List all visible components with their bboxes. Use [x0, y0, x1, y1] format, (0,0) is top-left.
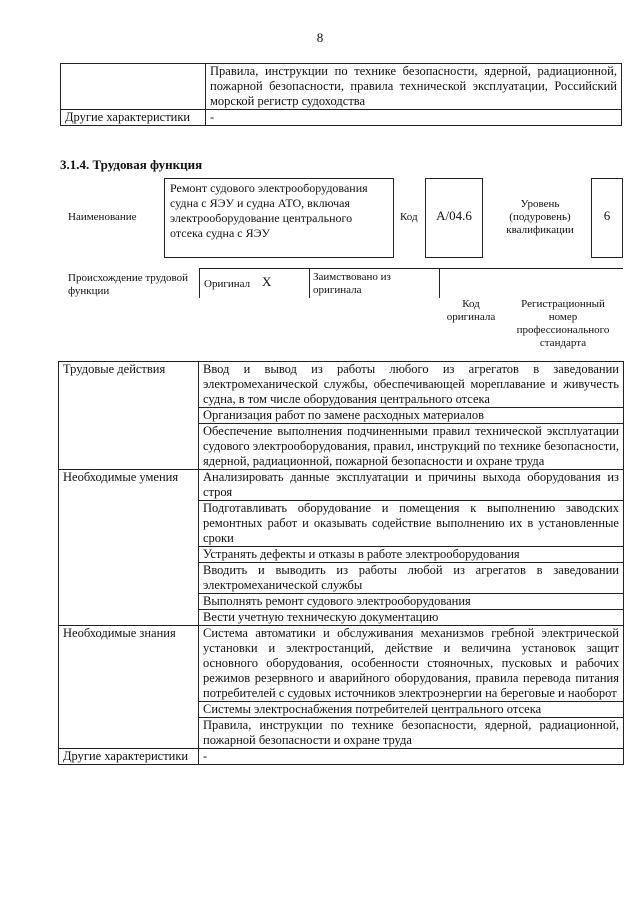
qualification-level-value: 6	[591, 178, 623, 258]
table-row	[59, 626, 624, 702]
table-row	[59, 470, 624, 501]
original-label: Оригинал	[204, 278, 251, 290]
original-mark: X	[262, 274, 272, 289]
previous-function-table-tail	[60, 63, 622, 126]
knowledge-item: Система автоматики и обслуживания механизмов гребной электрической установки и электростанций, действие и величина установок защит основного оборудования, особенности стояночных, пусковых и рабочих режимов резервного и аварийного оборудования, правила перевода питания потребителей с судовых источников электроэнергии на береговые и наоборот	[199, 626, 624, 702]
actions-label: Трудовые действия	[59, 362, 199, 470]
knowledge-item: Правила, инструкции по технике безопасности, ядерной, радиационной, пожарной безопасности и охране труда	[199, 718, 624, 749]
skill-item: Анализировать данные эксплуатации и причины выхода оборудования из строя	[199, 470, 624, 501]
skills-label: Необходимые умения	[59, 470, 199, 626]
table-row	[61, 110, 622, 126]
table-row	[61, 64, 622, 110]
empty-origin-cell	[439, 268, 623, 298]
labor-function-table	[58, 361, 624, 765]
action-item: Ввод и вывод из работы любого из агрегатов в заведовании электромеханической службы, обеспечивающей мореплавание и живучесть судна, в том числе оборудования центрального отсека	[199, 362, 624, 408]
code-original-label: Код оригинала	[446, 298, 496, 323]
skill-item: Вести учетную техническую документацию	[199, 610, 624, 626]
table-row	[59, 362, 624, 408]
other-value: -	[199, 749, 624, 765]
code-value: A/04.6	[425, 178, 483, 258]
page-number: 8	[316, 30, 324, 45]
knowledge-item: Системы электроснабжения потребителей центрального отсека	[199, 702, 624, 718]
section-title: 3.1.4. Трудовая функция	[60, 157, 203, 172]
action-item: Обеспечение выполнения подчиненными правил технической эксплуатации судового электрооборудования, правил, инструкций по технике безопасности, ядерной, радиационной, пожарной безопасности и охране труда	[199, 424, 624, 470]
row-label: Другие характеристики	[61, 110, 206, 126]
other-label: Другие характеристики	[59, 749, 199, 765]
origin-label: Происхождение трудовой функции	[68, 272, 189, 297]
function-name-value: Ремонт судового электрооборудования судна с ЯЭУ и судна АТО, включая электрооборудование центрального отсека судна с ЯЭУ	[164, 178, 394, 258]
table-row	[59, 749, 624, 765]
registration-number-label: Регистрационный номер профессионального стандарта	[516, 298, 610, 349]
skill-item: Подготавливать оборудование и помещения к выполнению заводских ремонтных работ и оказывать содействие выполнению их в установленные сроки	[199, 501, 624, 547]
table-cell-empty	[61, 64, 206, 110]
skill-item: Вводить и выводить из работы любой из агрегатов в заведовании электромеханической службы	[199, 563, 624, 594]
action-item: Организация работ по замене расходных материалов	[199, 408, 624, 424]
skill-item: Выполнять ремонт судового электрооборудования	[199, 594, 624, 610]
knowledge-label: Необходимые знания	[59, 626, 199, 749]
borrowed-label: Заимствовано из оригинала	[313, 271, 391, 296]
qualification-level-label: Уровень (подуровень) квалификации	[506, 198, 574, 236]
table-cell: Правила, инструкции по технике безопасности, ядерной, радиационной, пожарной безопасности, правила технической эксплуатации, Российский морской регистр судоходства	[206, 64, 622, 110]
name-label: Наименование	[68, 211, 137, 223]
table-cell: -	[206, 110, 622, 126]
code-label: Код	[400, 211, 418, 223]
skill-item: Устранять дефекты и отказы в работе электрооборудования	[199, 547, 624, 563]
